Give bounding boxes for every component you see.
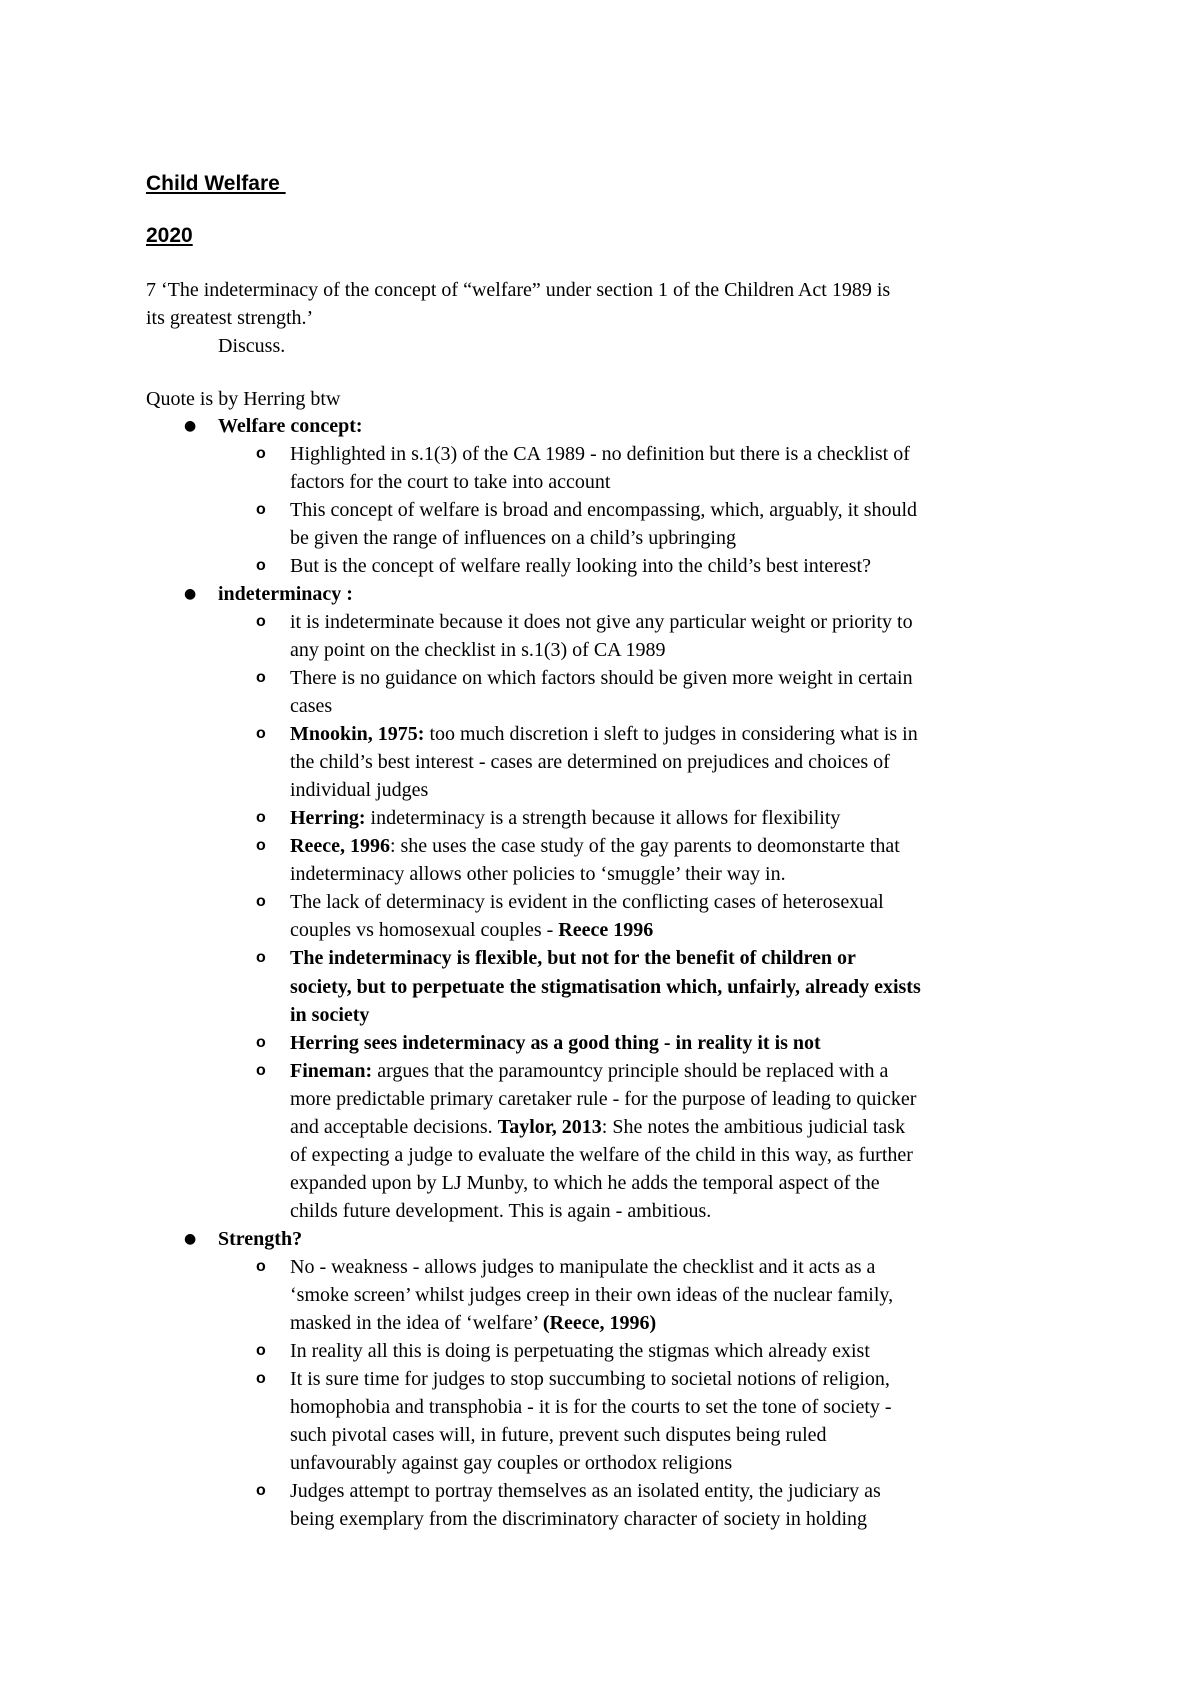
list-item-cont: any point on the checklist in s.1(3) of CA 1989 — [290, 639, 666, 661]
list-item: Herring: indeterminacy is a strength because it allows for flexibility — [290, 807, 841, 829]
sub-bullet-icon: o — [256, 557, 266, 574]
list-item-cont: such pivotal cases will, in future, prevent such disputes being ruled — [290, 1424, 827, 1446]
list-item: Judges attempt to portray themselves as an isolated entity, the judiciary as — [290, 1480, 881, 1502]
list-item: Reece, 1996: she uses the case study of the gay parents to deomonstarte that — [290, 835, 900, 857]
document-title: Child Welfare — [146, 172, 286, 195]
bullet-icon: ● — [184, 586, 197, 602]
list-item: it is indeterminate because it does not give any particular weight or priority to — [290, 611, 913, 633]
sub-bullet-icon: o — [256, 1258, 266, 1275]
bullet-icon: ● — [184, 1231, 197, 1247]
list-item: Highlighted in s.1(3) of the CA 1989 - no definition but there is a checklist of — [290, 443, 910, 465]
list-item-cont: and acceptable decisions. Taylor, 2013: She notes the ambitious judicial task — [290, 1116, 906, 1138]
list-item: Fineman: argues that the paramountcy principle should be replaced with a — [290, 1060, 889, 1082]
list-item-cont: be given the range of influences on a child’s upbringing — [290, 527, 736, 549]
list-item-cont: individual judges — [290, 779, 429, 801]
list-item-cont: indeterminacy allows other policies to ‘smuggle’ their way in. — [290, 863, 786, 885]
list-item-cont: factors for the court to take into account — [290, 471, 611, 493]
list-item-cont: of expecting a judge to evaluate the welfare of the child in this way, as further — [290, 1144, 913, 1166]
list-item: Herring sees indeterminacy as a good thing - in reality it is not — [290, 1032, 821, 1054]
list-item-cont: cases — [290, 695, 333, 717]
list-item-cont: expanded upon by LJ Munby, to which he adds the temporal aspect of the — [290, 1172, 880, 1194]
section-heading-indeterminacy: indeterminacy : — [218, 583, 353, 605]
section-heading-welfare: Welfare concept: — [218, 415, 363, 437]
sub-bullet-icon: o — [256, 1034, 266, 1051]
bullet-icon: ● — [184, 418, 197, 434]
sub-bullet-icon: o — [256, 501, 266, 518]
intro-note: Quote is by Herring btw — [146, 388, 341, 410]
list-item: The lack of determinacy is evident in the conflicting cases of heterosexual — [290, 891, 884, 913]
sub-bullet-icon: o — [256, 445, 266, 462]
list-item-cont: childs future development. This is again - ambitious. — [290, 1200, 712, 1222]
sub-bullet-icon: o — [256, 613, 266, 630]
list-item-cont: in society — [290, 1004, 370, 1026]
sub-bullet-icon: o — [256, 1370, 266, 1387]
sub-bullet-icon: o — [256, 1482, 266, 1499]
list-item: In reality all this is doing is perpetuating the stigmas which already exist — [290, 1340, 870, 1362]
list-item-cont: masked in the idea of ‘welfare’ (Reece, 1996) — [290, 1312, 657, 1334]
list-item: Mnookin, 1975: too much discretion i sleft to judges in considering what is in — [290, 723, 918, 745]
sub-bullet-icon: o — [256, 837, 266, 854]
list-item-cont: the child’s best interest - cases are determined on prejudices and choices of — [290, 751, 890, 773]
sub-bullet-icon: o — [256, 669, 266, 686]
list-item: There is no guidance on which factors should be given more weight in certain — [290, 667, 913, 689]
list-item: The indeterminacy is flexible, but not for the benefit of children or — [290, 947, 856, 969]
list-item-cont: ‘smoke screen’ whilst judges creep in their own ideas of the nuclear family, — [290, 1284, 894, 1306]
list-item: It is sure time for judges to stop succumbing to societal notions of religion, — [290, 1368, 890, 1390]
sub-bullet-icon: o — [256, 809, 266, 826]
list-item-cont: being exemplary from the discriminatory character of society in holding — [290, 1508, 868, 1530]
section-heading-strength: Strength? — [218, 1228, 303, 1250]
list-item-cont: society, but to perpetuate the stigmatisation which, unfairly, already exists — [290, 976, 921, 998]
year-heading: 2020 — [146, 224, 193, 247]
sub-bullet-icon: o — [256, 725, 266, 742]
question-instruction: Discuss. — [218, 335, 286, 357]
question-text-cont: its greatest strength.’ — [146, 307, 314, 329]
list-item-cont: more predictable primary caretaker rule - for the purpose of leading to quicker — [290, 1088, 917, 1110]
list-item: This concept of welfare is broad and encompassing, which, arguably, it should — [290, 499, 918, 521]
sub-bullet-icon: o — [256, 893, 266, 910]
sub-bullet-icon: o — [256, 1062, 266, 1079]
sub-bullet-icon: o — [256, 949, 266, 966]
list-item-cont: couples vs homosexual couples - Reece 1996 — [290, 919, 654, 941]
sub-bullet-icon: o — [256, 1342, 266, 1359]
list-item: But is the concept of welfare really looking into the child’s best interest? — [290, 555, 871, 577]
question-text: 7 ‘The indeterminacy of the concept of “welfare” under section 1 of the Children Act 1989 is — [146, 279, 891, 301]
list-item-cont: unfavourably against gay couples or orthodox religions — [290, 1452, 733, 1474]
list-item: No - weakness - allows judges to manipulate the checklist and it acts as a — [290, 1256, 876, 1278]
list-item-cont: homophobia and transphobia - it is for the courts to set the tone of society - — [290, 1396, 892, 1418]
